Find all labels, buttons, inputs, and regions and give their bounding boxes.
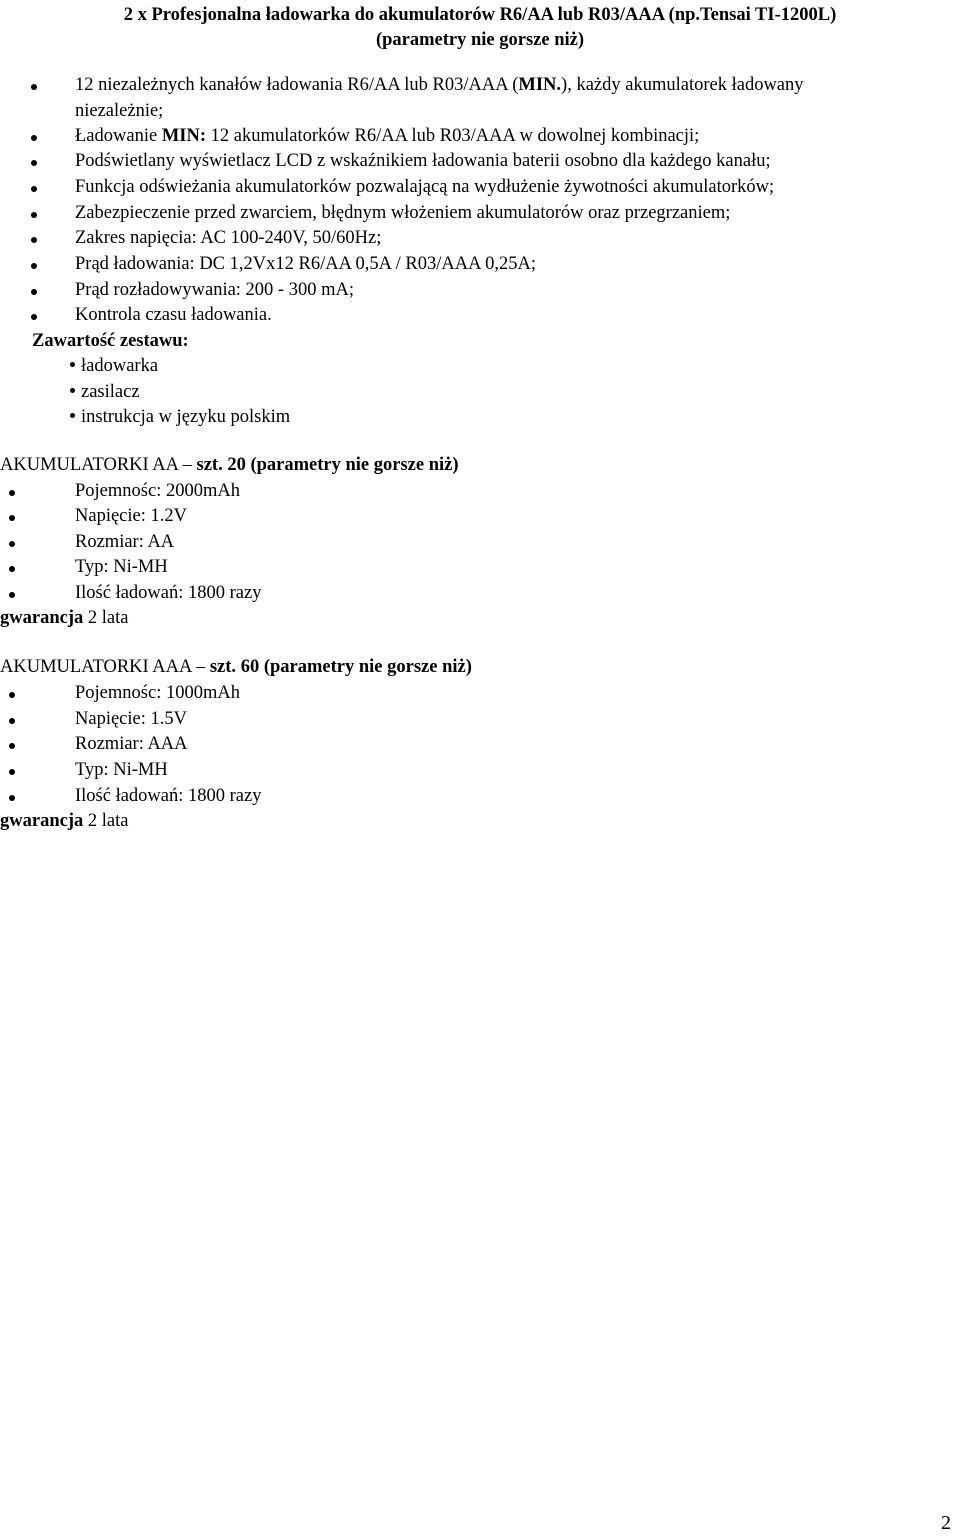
- bullet-icon: [31, 84, 37, 90]
- list-item: Prąd rozładowywania: 200 - 300 mA;: [75, 280, 354, 300]
- bullet-icon: [31, 237, 37, 243]
- list-item: Ilość ładowań: 1800 razy: [75, 583, 262, 603]
- list-item: Funkcja odświeżania akumulatorków pozwalającą na wydłużenie żywotności akumulatorków;: [75, 177, 775, 197]
- list-item: Ilość ładowań: 1800 razy: [75, 786, 262, 806]
- bullet-icon: [9, 743, 15, 749]
- list-item: Rozmiar: AA: [75, 532, 175, 552]
- bullet-icon: [31, 135, 37, 141]
- list-item: ładowarka: [70, 355, 158, 377]
- bullet-icon: [9, 592, 15, 598]
- title-line-2: (parametry nie gorsze niż): [375, 30, 585, 50]
- aa-heading: AKUMULATORKI AA – szt. 20 (parametry nie gorsze niż): [0, 455, 459, 475]
- document-title: [0, 3, 960, 53]
- page-number: 2: [941, 1512, 951, 1534]
- list-item: Pojemnośc: 1000mAh: [75, 683, 240, 703]
- list-item: Kontrola czasu ładowania.: [75, 305, 272, 325]
- bullet-icon: [9, 515, 15, 521]
- list-item: Typ: Ni-MH: [75, 760, 168, 780]
- bullet-icon: [9, 718, 15, 724]
- list-item: Napięcie: 1.5V: [75, 709, 187, 729]
- bullet-icon: [70, 362, 75, 367]
- aa-warranty: gwarancja 2 lata: [0, 608, 129, 628]
- list-item: Napięcie: 1.2V: [75, 506, 187, 526]
- list-item: Podświetlany wyświetlacz LCD z wskaźnikiem ładowania baterii osobno dla każdego kanału;: [75, 151, 771, 171]
- bullet-icon: [9, 692, 15, 698]
- bullet-icon: [9, 541, 15, 547]
- contents-heading: Zawartość zestawu:: [32, 331, 189, 351]
- aaa-warranty: gwarancja 2 lata: [0, 811, 129, 831]
- list-item: Typ: Ni-MH: [75, 557, 168, 577]
- bullet-icon: [31, 186, 37, 192]
- bullet-icon: [31, 289, 37, 295]
- bullet-icon: [70, 413, 75, 418]
- bullet-icon: [31, 263, 37, 269]
- bullet-icon: [9, 566, 15, 572]
- list-item: Zabezpieczenie przed zwarciem, błędnym włożeniem akumulatorów oraz przegrzaniem;: [75, 203, 731, 223]
- list-item: zasilacz: [70, 381, 140, 403]
- list-item-continuation: niezależnie;: [75, 101, 164, 121]
- list-item: Ładowanie MIN: 12 akumulatorków R6/AA lub R03/AAA w dowolnej kombinacji;: [75, 126, 700, 146]
- bullet-icon: [9, 490, 15, 496]
- list-item: Prąd ładowania: DC 1,2Vx12 R6/AA 0,5A / R03/AAA 0,25A;: [75, 254, 536, 274]
- bullet-icon: [31, 212, 37, 218]
- list-item: Pojemnośc: 2000mAh: [75, 481, 240, 501]
- bullet-icon: [70, 388, 75, 393]
- list-item: 12 niezależnych kanałów ładowania R6/AA lub R03/AAA (MIN.), każdy akumulatorek ładowany: [75, 75, 804, 95]
- title-line-1: 2 x Profesjonalna ładowarka do akumulatorów R6/AA lub R03/AAA (np.Tensai TI-1200L): [123, 5, 837, 25]
- bullet-icon: [9, 795, 15, 801]
- list-item: Zakres napięcia: AC 100-240V, 50/60Hz;: [75, 228, 382, 248]
- bullet-icon: [9, 769, 15, 775]
- bullet-icon: [31, 160, 37, 166]
- aaa-heading: AKUMULATORKI AAA – szt. 60 (parametry nie gorsze niż): [0, 657, 472, 677]
- list-item: instrukcja w języku polskim: [70, 406, 290, 428]
- bullet-icon: [31, 314, 37, 320]
- list-item: Rozmiar: AAA: [75, 734, 188, 754]
